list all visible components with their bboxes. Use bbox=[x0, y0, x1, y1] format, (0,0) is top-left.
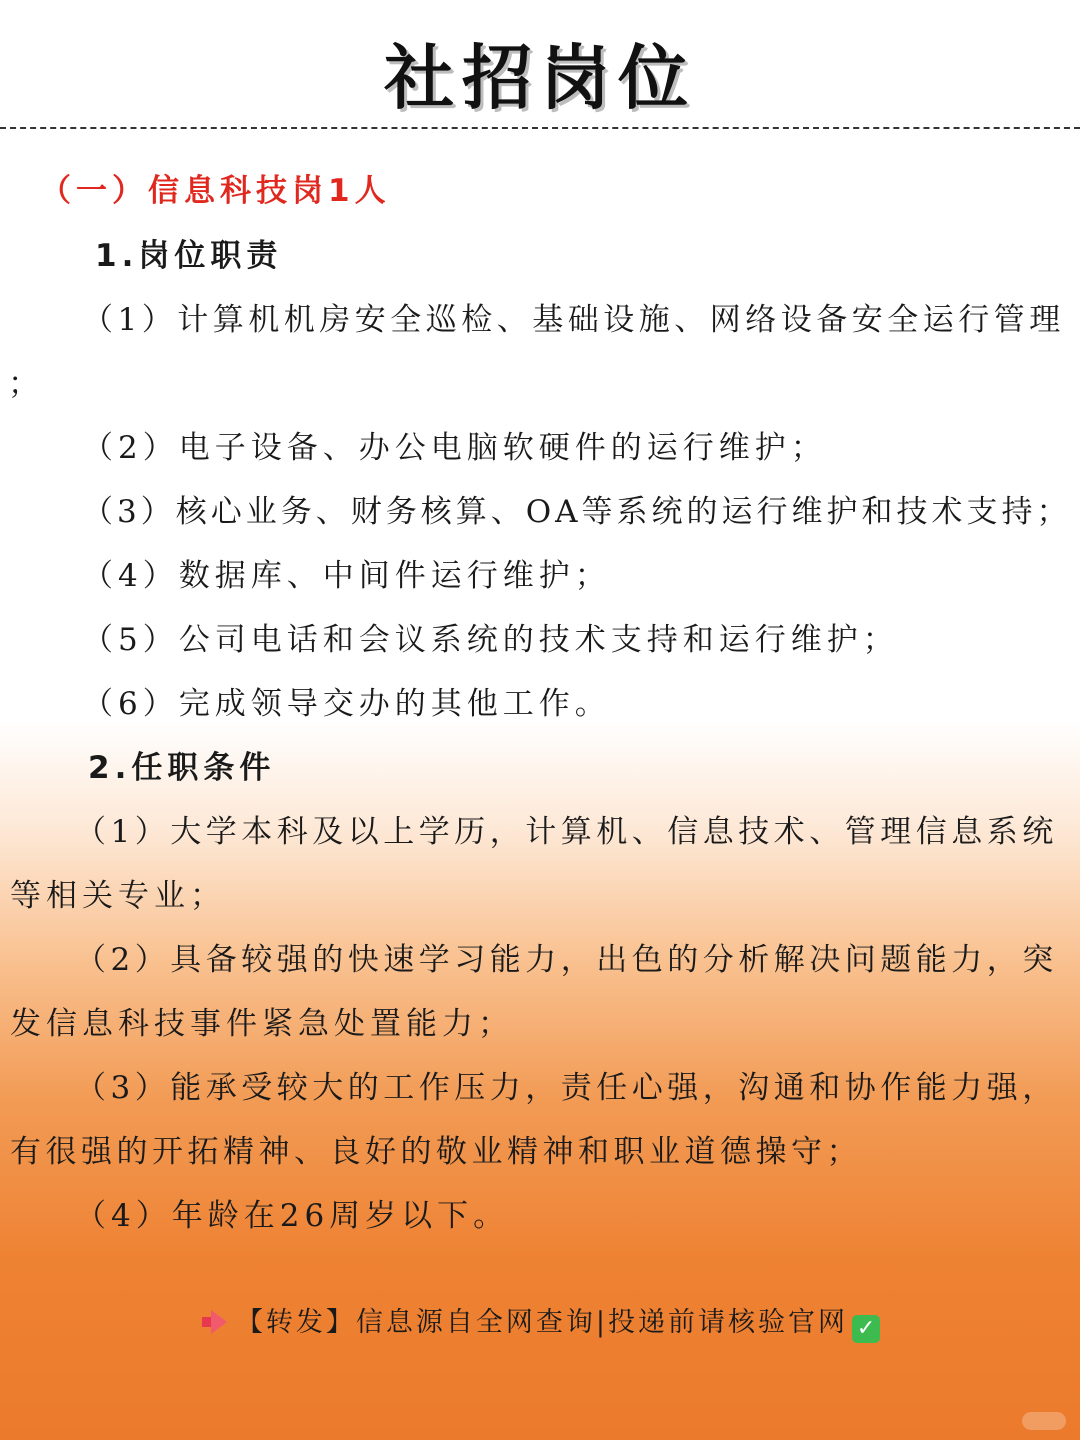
requirement-line-1: （1）大学本科及以上学历，计算机、信息技术、管理信息系统 bbox=[75, 814, 1058, 850]
section-heading: （一）信息科技岗1人 bbox=[40, 173, 391, 209]
watermark bbox=[1022, 1412, 1066, 1430]
duty-line-4: （4）数据库、中间件运行维护； bbox=[82, 558, 611, 594]
requirement-line-3: （3）能承受较大的工作压力，责任心强，沟通和协作能力强， bbox=[75, 1070, 1058, 1106]
duty-line-3: （3）核心业务、财务核算、OA等系统的运行维护和技术支持； bbox=[82, 494, 1072, 530]
page-title: 社招岗位 bbox=[384, 37, 696, 119]
duties-heading: 1.岗位职责 bbox=[95, 238, 283, 274]
check-mark-icon: ✓ bbox=[852, 1315, 880, 1343]
requirement-line-2-cont: 发信息科技事件紧急处置能力； bbox=[10, 1006, 514, 1042]
duty-line-5: （5）公司电话和会议系统的技术支持和运行维护； bbox=[82, 622, 899, 658]
footer-notice bbox=[0, 1300, 1080, 1343]
duty-line-1-cont: ； bbox=[8, 366, 44, 402]
duty-line-6: （6）完成领导交办的其他工作。 bbox=[82, 686, 611, 722]
requirements-heading: 2.任职条件 bbox=[88, 750, 276, 786]
requirement-line-4: （4）年龄在26周岁以下。 bbox=[75, 1198, 510, 1234]
dashed-divider bbox=[0, 127, 1080, 129]
requirement-line-2: （2）具备较强的快速学习能力，出色的分析解决问题能力，突 bbox=[75, 942, 1058, 978]
megaphone-icon bbox=[200, 1308, 230, 1336]
duty-line-1: （1）计算机机房安全巡检、基础设施、网络设备安全运行管理 bbox=[82, 302, 1065, 338]
footer-text: 【转发】信息源自全网查询|投递前请核验官网 bbox=[235, 1307, 849, 1338]
duty-line-2: （2）电子设备、办公电脑软硬件的运行维护； bbox=[82, 430, 827, 466]
requirement-line-3-cont: 有很强的开拓精神、良好的敬业精神和职业道德操守； bbox=[10, 1134, 862, 1170]
requirement-line-1-cont: 等相关专业； bbox=[10, 878, 226, 914]
